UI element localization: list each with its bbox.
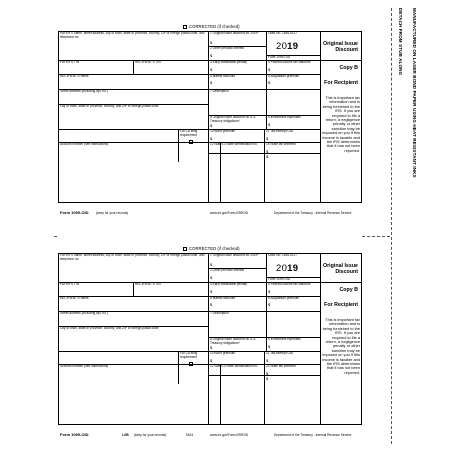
omb-label: OMB No. 1545-0117 [268,31,297,35]
box14-dollar: $ [266,371,269,376]
box10-dollar: $ [210,358,213,363]
footer-department: Department of the Treasury - Internal Revenue Service [274,211,352,215]
box11-label: 11 Tax-exempt OID [266,129,294,133]
divider-tins [133,60,134,74]
footer-keep-label: (keep for your records) [96,211,129,215]
footer-lob: LOB [122,433,129,437]
corrected-checkbox[interactable] [183,247,187,251]
form-copy-bottom [58,234,362,446]
tax-year-prefix: 20 [276,41,288,52]
box5-dollar: $ [210,302,213,307]
box12-label: 12 State [210,142,222,146]
omb-label: OMB No. 1545-0117 [268,253,297,257]
tax-year [276,41,298,52]
important-tax-notice: This is important tax information and is being furnished to the IRS. If you are required to file a return, a negligence penalty or other sanction may be imposed on you if this income is taxable and the IRS determines that it has not been reported. [322,317,360,375]
box3-dollar: $ [210,67,213,72]
corrected-label: CORRECTED (if checked) [189,24,240,29]
box8-label: 8 Original issue discount on U.S. Treasury obligations* [210,337,257,345]
city-label: City or town, state or province, country, and ZIP or foreign postal code [60,326,159,330]
box6-dollar: $ [268,80,271,85]
box1-label: 1 Original issue discount for 2019* [210,253,259,257]
divider-fatca [178,351,179,384]
tax-year-suffix: 19 [287,263,299,274]
street-label: Street address (including apt. no.) [60,311,108,315]
box5-dollar: $ [210,80,213,85]
box8-label: 8 Original issue discount on U.S. Treasury obligations* [210,115,257,123]
footer-form-label: Form 1099-OID [60,432,89,437]
box11-label: 11 Tax-exempt OID [266,351,294,355]
box6-label: 6 Acquisition premium [268,74,300,78]
divider-right [320,31,321,203]
box2-label: 2 Other periodic interest [210,268,245,272]
divider-fatca [178,129,179,162]
divider-state [220,142,221,203]
vertical-perforation [391,8,392,444]
box3-dollar: $ [210,289,213,294]
box4-label: 4 Federal income tax withheld [268,60,311,64]
divider-left [208,31,209,203]
box4-dollar: $ [268,289,271,294]
form-number-label: Form 1099-OID [268,277,291,281]
tax-year-suffix: 19 [287,41,299,52]
form-copy-top [58,12,362,224]
copy-b-label: Copy B [339,65,358,71]
box14-label: 14 State tax withheld [266,364,296,368]
fatca-label: FATCA filing requirement [180,351,198,359]
footer-department: Department of the Treasury - Internal Revenue Service [274,433,352,437]
box9-label: 9 Investment expenses [268,337,301,341]
payer-info-label: PAYER'S name, street address, city or town, state or province, country, ZIP or foreign postal code, and telephone no. [60,253,205,261]
divider-state [220,364,221,425]
box2-dollar: $ [210,275,213,280]
important-tax-notice: This is important tax information and is being furnished to the IRS. If you are required to file a return, a negligence penalty or other sanction may be imposed on you if this income is taxable and the IRS determines that it has not been reported. [322,95,360,153]
box14-dollar: $ [266,149,269,154]
box1-label: 1 Original issue discount for 2019* [210,31,259,35]
box1-dollar: $ [210,40,213,45]
tax-year [276,263,298,274]
box8-dollar: $ [210,345,213,350]
box1-dollar: $ [210,262,213,267]
tax-year-prefix: 20 [276,263,288,274]
line-state-mid [208,375,320,376]
divider-left [208,253,209,425]
box4-dollar: $ [268,67,271,72]
divider-mid-low [264,129,265,203]
copy-b-label: Copy B [339,287,358,293]
box5-label: 5 Market discount [210,74,236,78]
box10-label: 10 Bond premium [210,129,236,133]
box13-label: 13 State identification no. [222,364,258,368]
recipient-name-label: RECIPIENT'S name [60,74,89,78]
corrected-label: CORRECTED (if checked) [189,246,240,251]
payer-tin-label: PAYER'S TIN [60,282,80,286]
footer-code: 5164 [186,433,194,437]
city-label: City or town, state or province, country, and ZIP or foreign postal code [60,104,159,108]
box13-label: 13 State identification no. [222,142,258,146]
box14-label: 14 State tax withheld [266,142,296,146]
box10-label: 10 Bond premium [210,351,236,355]
divider-right [320,253,321,425]
box6-label: 6 Acquisition premium [268,296,300,300]
side-text-manufactured: MANUFACTURED ON LASER BOND PAPER USING HEAT RESISTANT INKS [412,8,417,178]
form-number-label: Form 1099-OID [268,55,291,59]
footer-form-label: Form 1099-OID [60,210,89,215]
box9-label: 9 Investment expenses [268,115,301,119]
box2-label: 2 Other periodic interest [210,46,245,50]
box2-dollar: $ [210,53,213,58]
form-title: Original Issue Discount [322,263,358,275]
box14b-dollar: $ [266,154,269,159]
box10-dollar: $ [210,136,213,141]
box7-label: 7 Description [210,311,229,315]
box9-dollar: $ [268,344,271,349]
recipient-name-label: RECIPIENT'S name [60,296,89,300]
footer-url: www.irs.gov/Form1099OID [210,211,249,215]
street-label: Street address (including apt. no.) [60,89,108,93]
for-recipient-label: For Recipient [324,302,358,308]
box5-label: 5 Market discount [210,296,236,300]
footer-url: www.irs.gov/Form1099OID [210,433,249,437]
form-sheet [58,12,362,449]
footer-keep-label: (keep for your records) [134,433,167,437]
side-text-detach: DETACH FROM STUB ALONG [398,8,403,76]
divider-tins [133,282,134,296]
for-recipient-label: For Recipient [324,80,358,86]
payer-tin-label: PAYER'S TIN [60,60,80,64]
box11-dollar: $ [266,136,269,141]
account-label: Account number (see instructions) [60,142,109,146]
divider-mid-low [264,351,265,425]
box8-dollar: $ [210,123,213,128]
account-label: Account number (see instructions) [60,364,109,368]
box9-dollar: $ [268,122,271,127]
recipient-tin-label: RECIPIENT'S TIN [135,282,161,286]
box14b-dollar: $ [266,376,269,381]
recipient-tin-label: RECIPIENT'S TIN [135,60,161,64]
payer-info-label: PAYER'S name, street address, city or town, state or province, country, ZIP or foreign postal code, and telephone no. [60,31,205,39]
box12-label: 12 State [210,364,222,368]
box6-dollar: $ [268,302,271,307]
box4-label: 4 Federal income tax withheld [268,282,311,286]
corrected-checkbox[interactable] [183,25,187,29]
box7-label: 7 Description [210,89,229,93]
form-title: Original Issue Discount [322,41,358,53]
box11-dollar: $ [266,358,269,363]
fatca-label: FATCA filing requirement [180,129,198,137]
box3-label: 3 Early withdrawal penalty [210,60,248,64]
box3-label: 3 Early withdrawal penalty [210,282,248,286]
line-state-mid [208,153,320,154]
